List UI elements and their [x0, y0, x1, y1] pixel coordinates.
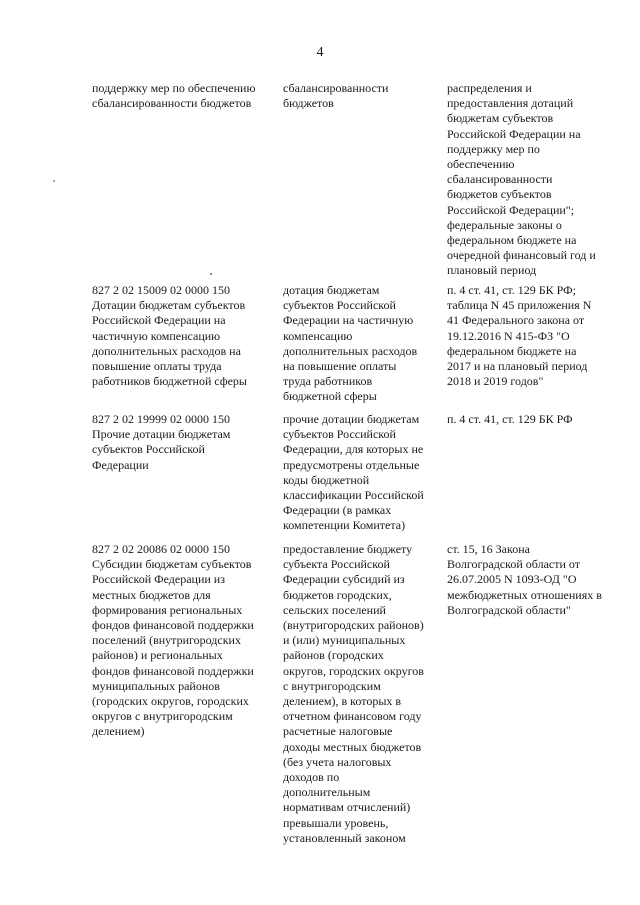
scan-speck — [210, 273, 212, 275]
row-1-name: дотация бюджетам субъектов Российской Федерации на частичную компенсацию дополнительных расходов на повышение оплаты труда работников бюджетной сферы — [283, 283, 418, 404]
row-0-legal-basis: распределения и предоставления дотаций бюджетам субъектов Российской Федерации на поддержку мер по обеспечению сбалансированности бюджетов субъектов Российской Федерации"; федеральные законы о федеральном бюджете на очередной финансовый год и плановый период — [447, 81, 596, 278]
row-1-code-description: 827 2 02 15009 02 0000 150 Дотации бюджетам субъектов Российской Федерации на частичную компенсацию дополнительных расходов на повышение оплаты труда работников бюджетной сферы — [92, 283, 247, 389]
page-number: 4 — [316, 45, 324, 60]
row-1-legal-basis: п. 4 ст. 41, ст. 129 БК РФ; таблица N 45 приложения N 41 Федерального закона от 19.12.2016 N 415-ФЗ "О федеральном бюджете на 2017 и на плановый период 2018 и 2019 годов" — [447, 283, 592, 389]
row-3-legal-basis: ст. 15, 16 Закона Волгоградской области от 26.07.2005 N 1093-ОД "О межбюджетных отношениях в Волгоградской области" — [447, 542, 602, 617]
row-0-code-description: поддержку мер по обеспечению сбалансированности бюджетов — [92, 81, 256, 111]
row-2-legal-basis: п. 4 ст. 41, ст. 129 БК РФ — [447, 412, 573, 426]
row-3-name: предоставление бюджету субъекта Российской Федерации субсидий из бюджетов городских, сельских поселений (внутригородских районов) и (или) муниципальных районов (городских округов, городских округов с внутригородским делением), в которых в отчетном финансовом году расчетные налоговые доходы местных бюджетов (без учета налоговых доходов по дополнительным нормативам отчислений) превышали уровень, установленный законом — [283, 542, 424, 845]
row-2-name: прочие дотации бюджетам субъектов Российской Федерации, для которых не предусмотрены отдельные коды бюджетной классификации Российской Федерации (в рамках компетенции Комитета) — [283, 412, 424, 533]
row-3-code-description: 827 2 02 20086 02 0000 150 Субсидии бюджетам субъектов Российской Федерации из местных бюджетов для формирования региональных фондов финансовой поддержки поселений (внутригородских районов) и региональных фондов финансовой поддержки муниципальных районов (городских округов, городских округов с внутригородским делением) — [92, 542, 254, 739]
row-0-name: сбалансированности бюджетов — [283, 81, 389, 111]
row-2-code-description: 827 2 02 19999 02 0000 150 Прочие дотации бюджетам субъектов Российской Федерации — [92, 412, 231, 472]
scan-speck — [53, 180, 55, 182]
